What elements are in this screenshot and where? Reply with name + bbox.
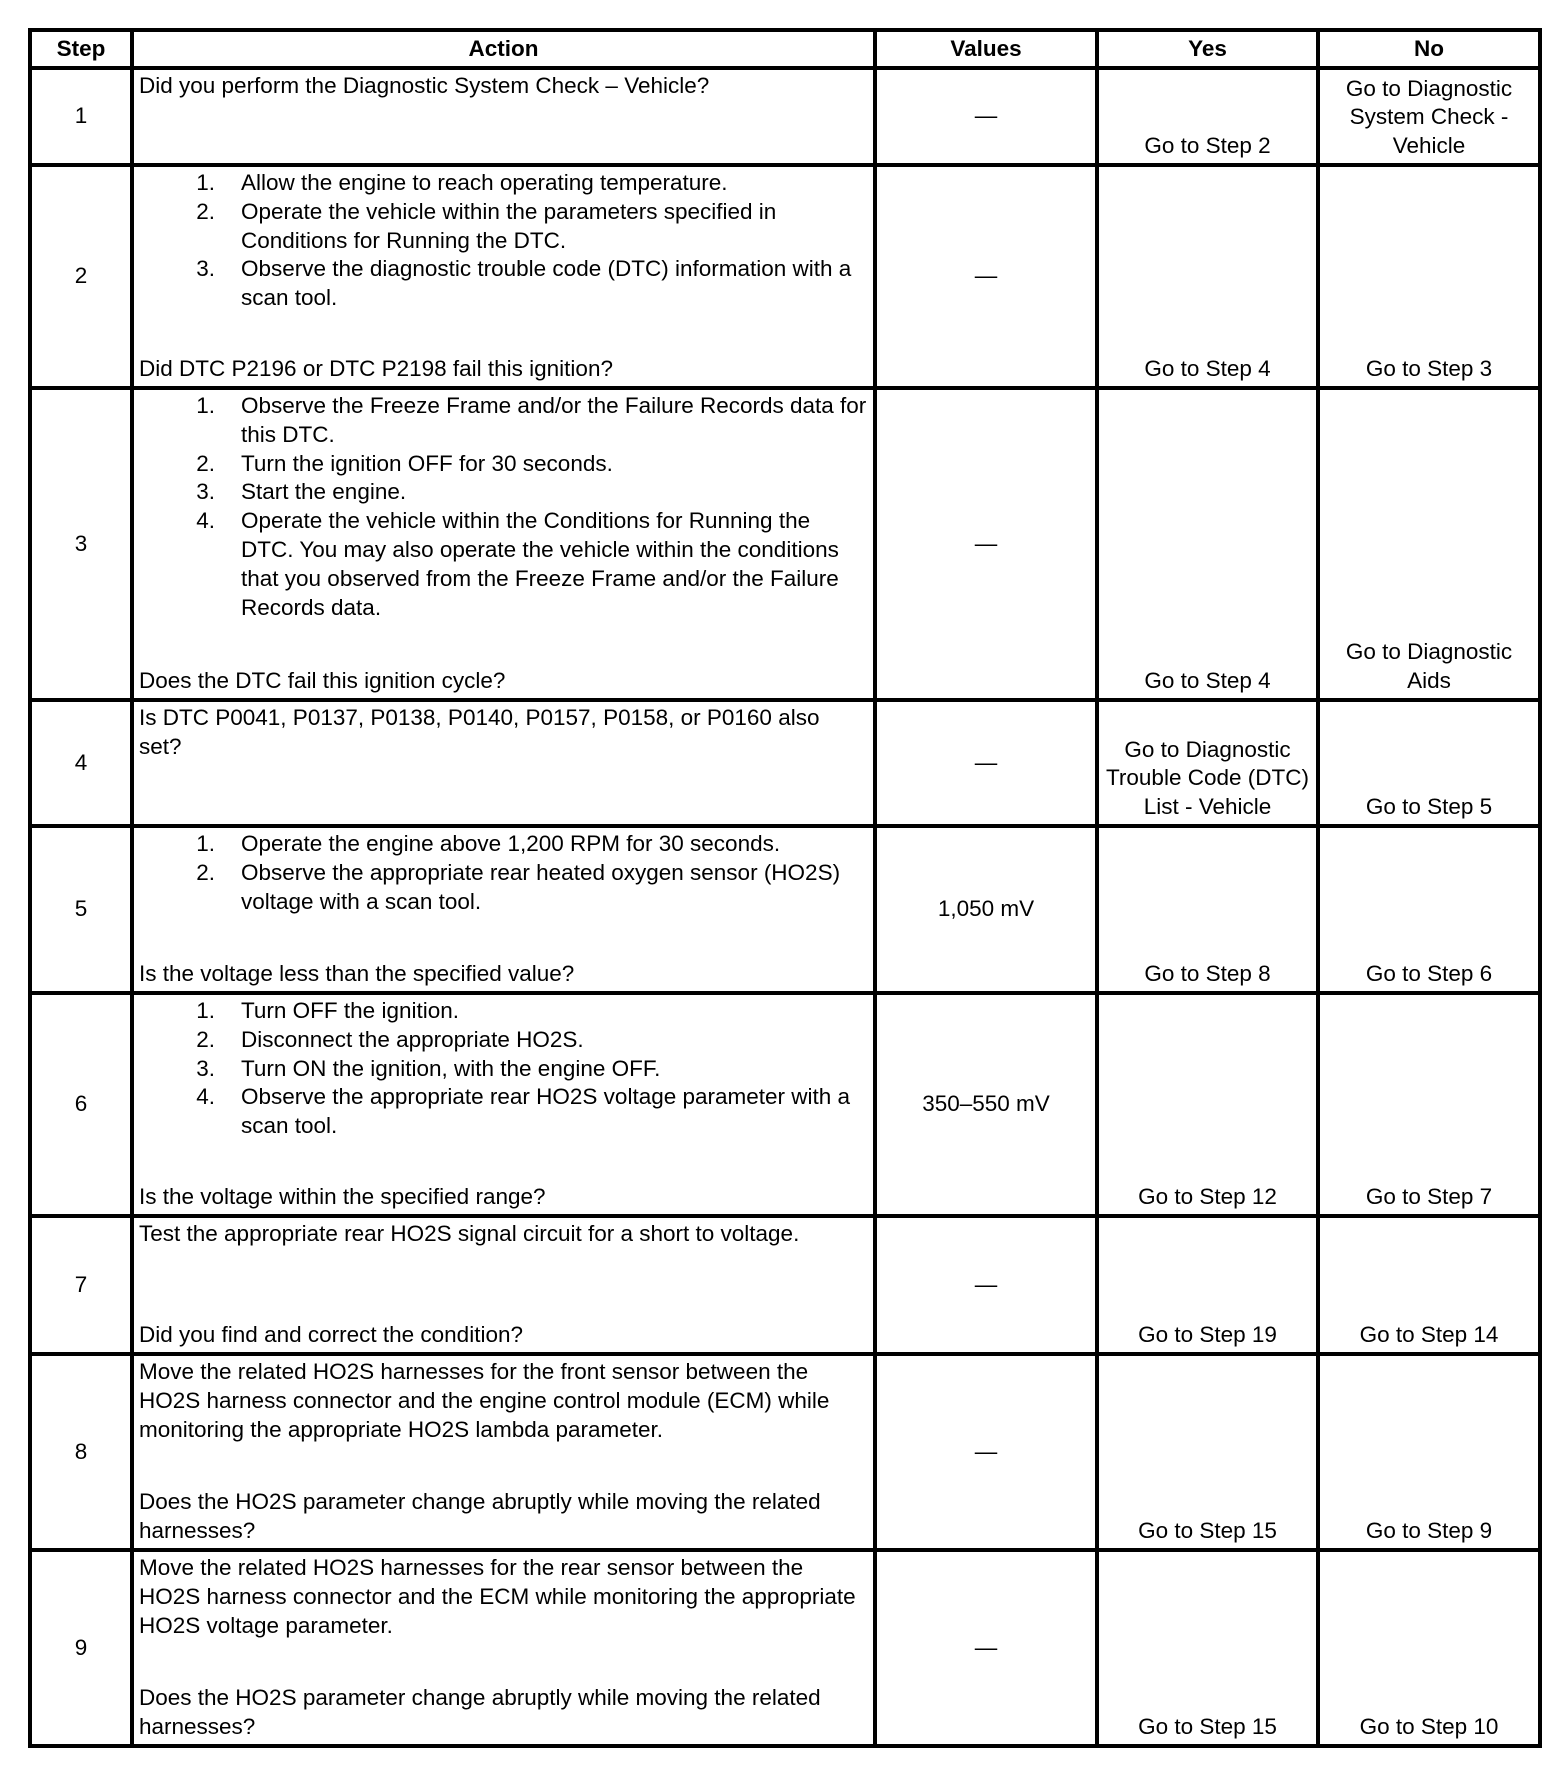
- action-question: Is the voltage within the specified range?: [139, 1184, 546, 1210]
- action-cell: [132, 826, 875, 993]
- table-row: [30, 388, 1540, 700]
- no-link[interactable]: Go to Step 7: [1318, 993, 1540, 1216]
- no-link[interactable]: Go to Step 5: [1318, 700, 1540, 826]
- instruction-item: [139, 255, 868, 313]
- action-cell: [132, 68, 875, 165]
- instruction-number: 2.: [196, 1026, 215, 1052]
- action-question: Did you find and correct the condition?: [139, 1322, 523, 1348]
- instruction-text: Start the engine.: [241, 479, 407, 505]
- yes-link[interactable]: Go to Step 4: [1097, 165, 1318, 388]
- action-question: Does the HO2S parameter change abruptly while moving the related harnesses?: [139, 1685, 821, 1740]
- action-content: [134, 1218, 873, 1352]
- table-row: [30, 165, 1540, 388]
- step-number: 1: [30, 68, 132, 165]
- action-text: Did you perform the Diagnostic System Check – Vehicle?: [139, 73, 710, 98]
- yes-link[interactable]: Go to Step 8: [1097, 826, 1318, 993]
- no-link[interactable]: Go to Diagnostic Aids: [1318, 388, 1540, 700]
- instruction-number: 3.: [196, 1055, 215, 1081]
- action-body: [139, 169, 868, 313]
- yes-link[interactable]: Go to Diagnostic Trouble Code (DTC) List - Vehicle: [1097, 700, 1318, 826]
- header-values: Values: [875, 30, 1097, 68]
- instruction-number: 1.: [196, 393, 215, 418]
- instruction-text: Observe the appropriate rear HO2S voltage parameter with a scan tool.: [241, 1084, 851, 1139]
- instruction-item: [139, 997, 868, 1026]
- table-row: [30, 1216, 1540, 1354]
- action-content: [134, 828, 873, 991]
- instruction-number: 2.: [196, 859, 215, 885]
- action-text: Move the related HO2S harnesses for the rear sensor between the HO2S harness connector and the ECM while monitoring the appropriate HO2S voltage parameter.: [139, 1555, 856, 1638]
- action-cell: [132, 165, 875, 388]
- table-row: [30, 1550, 1540, 1746]
- instruction-text: Turn OFF the ignition.: [241, 998, 460, 1023]
- value-cell: 350–550 mV: [875, 993, 1097, 1216]
- action-cell: [132, 1550, 875, 1746]
- step-number: 6: [30, 993, 132, 1216]
- instruction-text: Turn ON the ignition, with the engine OFF.: [241, 1055, 661, 1081]
- instruction-item: [139, 478, 868, 507]
- instruction-text: Operate the vehicle within the Conditions for Running the DTC. You may also operate the vehicle within the conditions that you observed from the Freeze Frame and/or the Failure Records data.: [241, 508, 839, 620]
- instruction-text: Operate the vehicle within the parameters specified in Conditions for Running the DTC.: [241, 198, 777, 253]
- instruction-number: 1.: [196, 170, 215, 195]
- action-body: [139, 392, 868, 622]
- instruction-number: 3.: [196, 256, 215, 282]
- action-text: Test the appropriate rear HO2S signal circuit for a short to voltage.: [139, 1221, 800, 1246]
- no-link[interactable]: Go to Step 10: [1318, 1550, 1540, 1746]
- table-row: [30, 1354, 1540, 1550]
- step-number: 8: [30, 1354, 132, 1550]
- action-body: [139, 1554, 868, 1640]
- yes-link[interactable]: Go to Step 4: [1097, 388, 1318, 700]
- no-link[interactable]: Go to Diagnostic System Check - Vehicle: [1318, 68, 1540, 165]
- instruction-list: [139, 830, 868, 916]
- value-cell: —: [875, 1354, 1097, 1550]
- instruction-list: [139, 997, 868, 1141]
- instruction-item: [139, 1083, 868, 1141]
- action-content: [134, 995, 873, 1214]
- action-cell: [132, 388, 875, 700]
- action-cell: [132, 993, 875, 1216]
- no-link[interactable]: Go to Step 14: [1318, 1216, 1540, 1354]
- instruction-number: 4.: [196, 508, 215, 534]
- action-body: [139, 830, 868, 916]
- action-body: [139, 1220, 868, 1249]
- yes-link[interactable]: Go to Step 15: [1097, 1550, 1318, 1746]
- table-row: [30, 700, 1540, 826]
- yes-link[interactable]: Go to Step 19: [1097, 1216, 1318, 1354]
- instruction-item: [139, 169, 868, 198]
- action-content: [134, 70, 873, 163]
- action-body: [139, 72, 868, 101]
- instruction-text: Observe the Freeze Frame and/or the Failure Records data for this DTC.: [241, 393, 867, 447]
- instruction-number: 1.: [196, 998, 215, 1023]
- no-link[interactable]: Go to Step 9: [1318, 1354, 1540, 1550]
- no-link[interactable]: Go to Step 6: [1318, 826, 1540, 993]
- diagnostic-table: [28, 28, 1542, 1748]
- action-cell: [132, 1216, 875, 1354]
- step-number: 7: [30, 1216, 132, 1354]
- action-cell: [132, 700, 875, 826]
- table-row: [30, 68, 1540, 165]
- step-number: 3: [30, 388, 132, 700]
- instruction-number: 2.: [196, 198, 215, 224]
- instruction-list: [139, 169, 868, 313]
- step-number: 4: [30, 700, 132, 826]
- header-yes: Yes: [1097, 30, 1318, 68]
- action-text: Is DTC P0041, P0137, P0138, P0140, P0157, P0158, or P0160 also set?: [139, 705, 820, 759]
- value-cell: —: [875, 1550, 1097, 1746]
- action-content: [134, 1356, 873, 1548]
- action-question: Does the HO2S parameter change abruptly while moving the related harnesses?: [139, 1489, 821, 1544]
- instruction-number: 1.: [196, 831, 215, 856]
- instruction-item: [139, 198, 868, 256]
- instruction-number: 3.: [196, 479, 215, 505]
- instruction-item: [139, 830, 868, 859]
- action-content: [134, 702, 873, 824]
- instruction-text: Disconnect the appropriate HO2S.: [241, 1026, 584, 1052]
- instruction-item: [139, 507, 868, 622]
- action-cell: [132, 1354, 875, 1550]
- value-cell: —: [875, 1216, 1097, 1354]
- action-content: [134, 167, 873, 386]
- action-content: [134, 390, 873, 698]
- instruction-item: [139, 450, 868, 479]
- action-text: Move the related HO2S harnesses for the front sensor between the HO2S harness connector and the engine control module (ECM) while monitoring the appropriate HO2S lambda parameter.: [139, 1359, 830, 1442]
- value-cell: —: [875, 165, 1097, 388]
- value-cell: —: [875, 68, 1097, 165]
- instruction-text: Operate the engine above 1,200 RPM for 30 seconds.: [241, 831, 781, 856]
- instruction-number: 4.: [196, 1084, 215, 1110]
- value-cell: —: [875, 700, 1097, 826]
- header-action: Action: [132, 30, 875, 68]
- step-number: 5: [30, 826, 132, 993]
- instruction-number: 2.: [196, 450, 215, 476]
- action-question: Did DTC P2196 or DTC P2198 fail this ignition?: [139, 356, 613, 382]
- action-body: [139, 997, 868, 1141]
- header-no: No: [1318, 30, 1540, 68]
- yes-link[interactable]: Go to Step 2: [1097, 68, 1318, 165]
- instruction-list: [139, 392, 868, 622]
- no-link[interactable]: Go to Step 3: [1318, 165, 1540, 388]
- value-cell: 1,050 mV: [875, 826, 1097, 993]
- action-question: Is the voltage less than the specified value?: [139, 961, 575, 987]
- table-row: [30, 826, 1540, 993]
- table-row: [30, 993, 1540, 1216]
- instruction-text: Allow the engine to reach operating temperature.: [241, 170, 728, 195]
- action-body: [139, 704, 868, 762]
- header-step: Step: [30, 30, 132, 68]
- action-body: [139, 1358, 868, 1444]
- yes-link[interactable]: Go to Step 15: [1097, 1354, 1318, 1550]
- instruction-item: [139, 392, 868, 450]
- instruction-text: Observe the diagnostic trouble code (DTC) information with a scan tool.: [241, 256, 852, 311]
- header-row: [30, 30, 1540, 68]
- instruction-item: [139, 859, 868, 917]
- step-number: 2: [30, 165, 132, 388]
- action-content: [134, 1552, 873, 1744]
- instruction-text: Observe the appropriate rear heated oxygen sensor (HO2S) voltage with a scan tool.: [241, 859, 841, 914]
- yes-link[interactable]: Go to Step 12: [1097, 993, 1318, 1216]
- instruction-text: Turn the ignition OFF for 30 seconds.: [241, 450, 613, 476]
- value-cell: —: [875, 388, 1097, 700]
- instruction-item: [139, 1026, 868, 1055]
- instruction-item: [139, 1055, 868, 1084]
- action-question: Does the DTC fail this ignition cycle?: [139, 668, 506, 694]
- step-number: 9: [30, 1550, 132, 1746]
